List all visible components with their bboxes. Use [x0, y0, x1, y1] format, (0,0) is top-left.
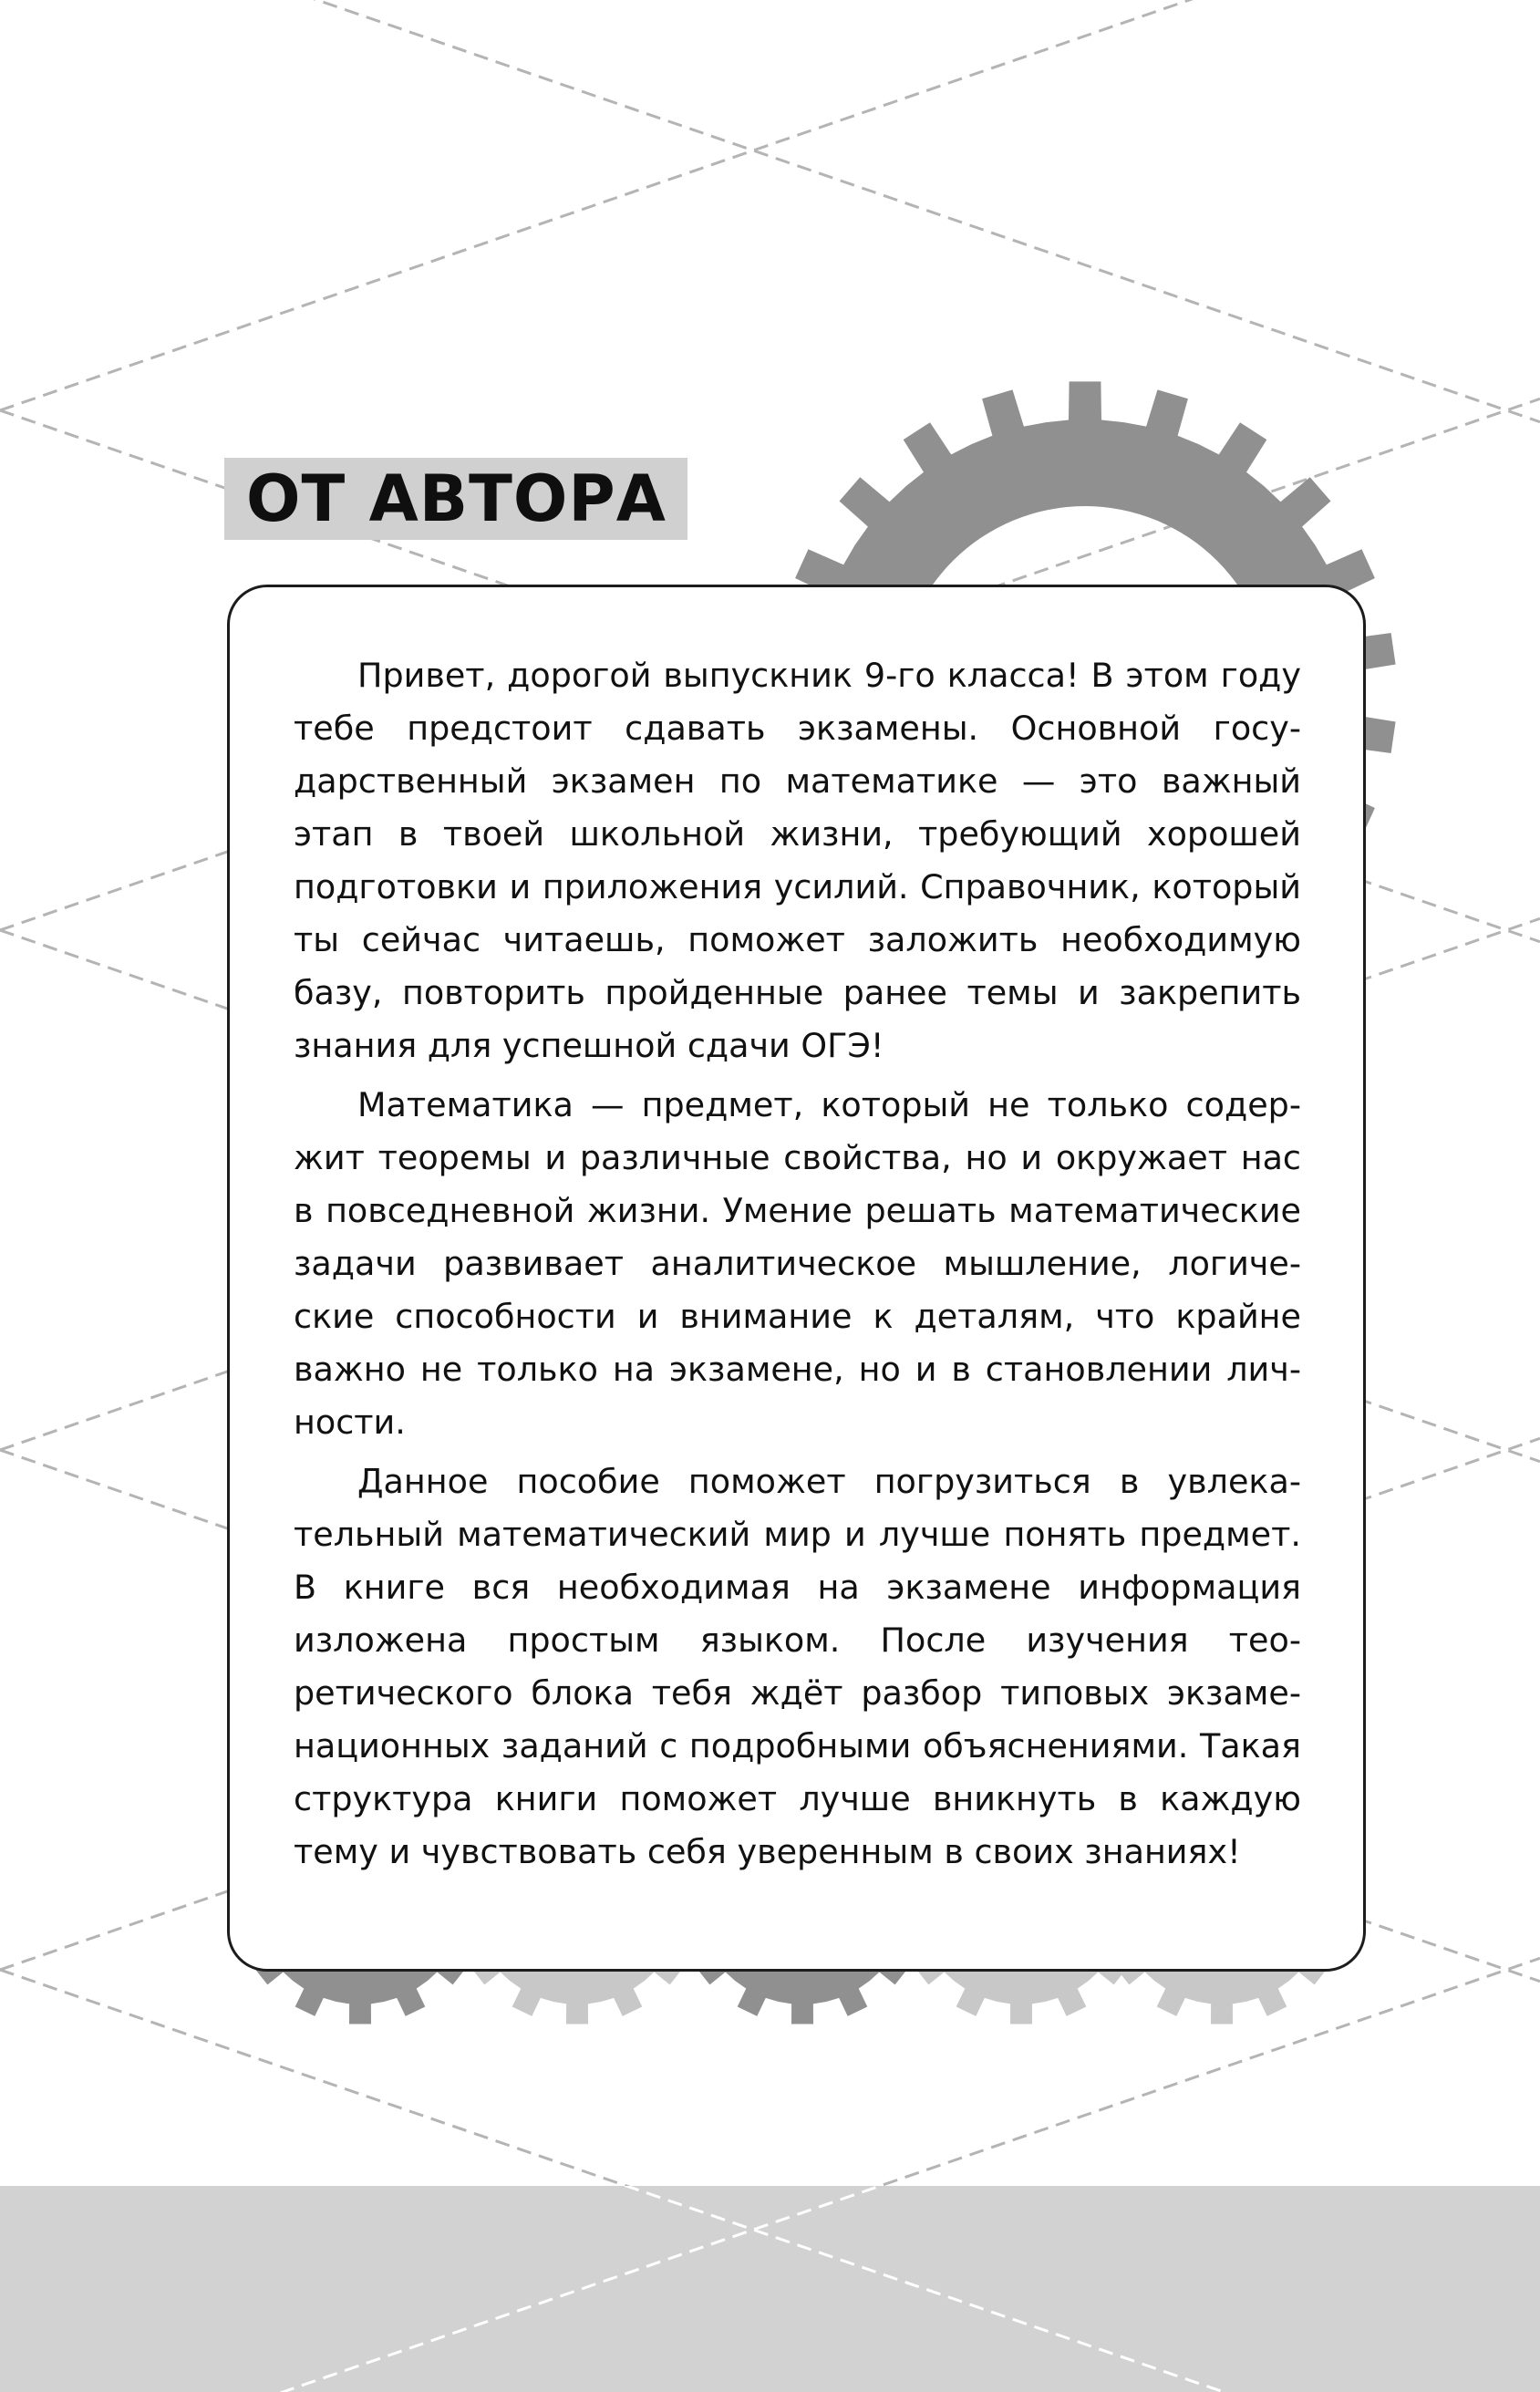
- footer-band: [0, 2186, 1540, 2392]
- paragraph: Математика — предмет, который не только содержит теоремы и различные свойства, но и окружает нас в повседневной жизни. Умение решать математические задачи развивает аналитическое мышление, логические способности и внимание к деталям, что крайне важно не только на экзамене, но и в становлении личности.: [294, 1085, 1301, 1442]
- grid-line: [0, 0, 1540, 422]
- section-heading: [224, 458, 687, 540]
- grid-line: [0, 0, 1540, 422]
- grid-line: [0, 0, 1540, 410]
- grid-line: [0, 0, 1540, 410]
- paragraph: Привет, дорогой выпускник 9-го класса! В этом году тебе предстоит сдавать экзамены. Основной государственный экзамен по математике — это важный этап в твоей школьной жизни, требующий хорошей подготовки и приложения усилий. Справочник, который ты сейчас читаешь, поможет заложить необходимую базу, повторить пройденные ранее темы и закрепить знания для успешной сдачи ОГЭ!: [294, 656, 1301, 1065]
- heading-title: ОТ АВТОРА: [246, 461, 667, 536]
- paragraph: Данное пособие поможет погрузиться в увлекательный математический мир и лучше понять предмет. В книге вся необходимая на экзамене информация изложена простым языком. После изучения теоретического блока тебя ждёт разбор типовых экзаменационных заданий с подробными объяснениями. Такая структура книги поможет лучше вникнуть в каждую тему и чувствовать себя уверенным в своих знаниях!: [294, 1462, 1301, 1871]
- text-card: [227, 585, 1366, 1972]
